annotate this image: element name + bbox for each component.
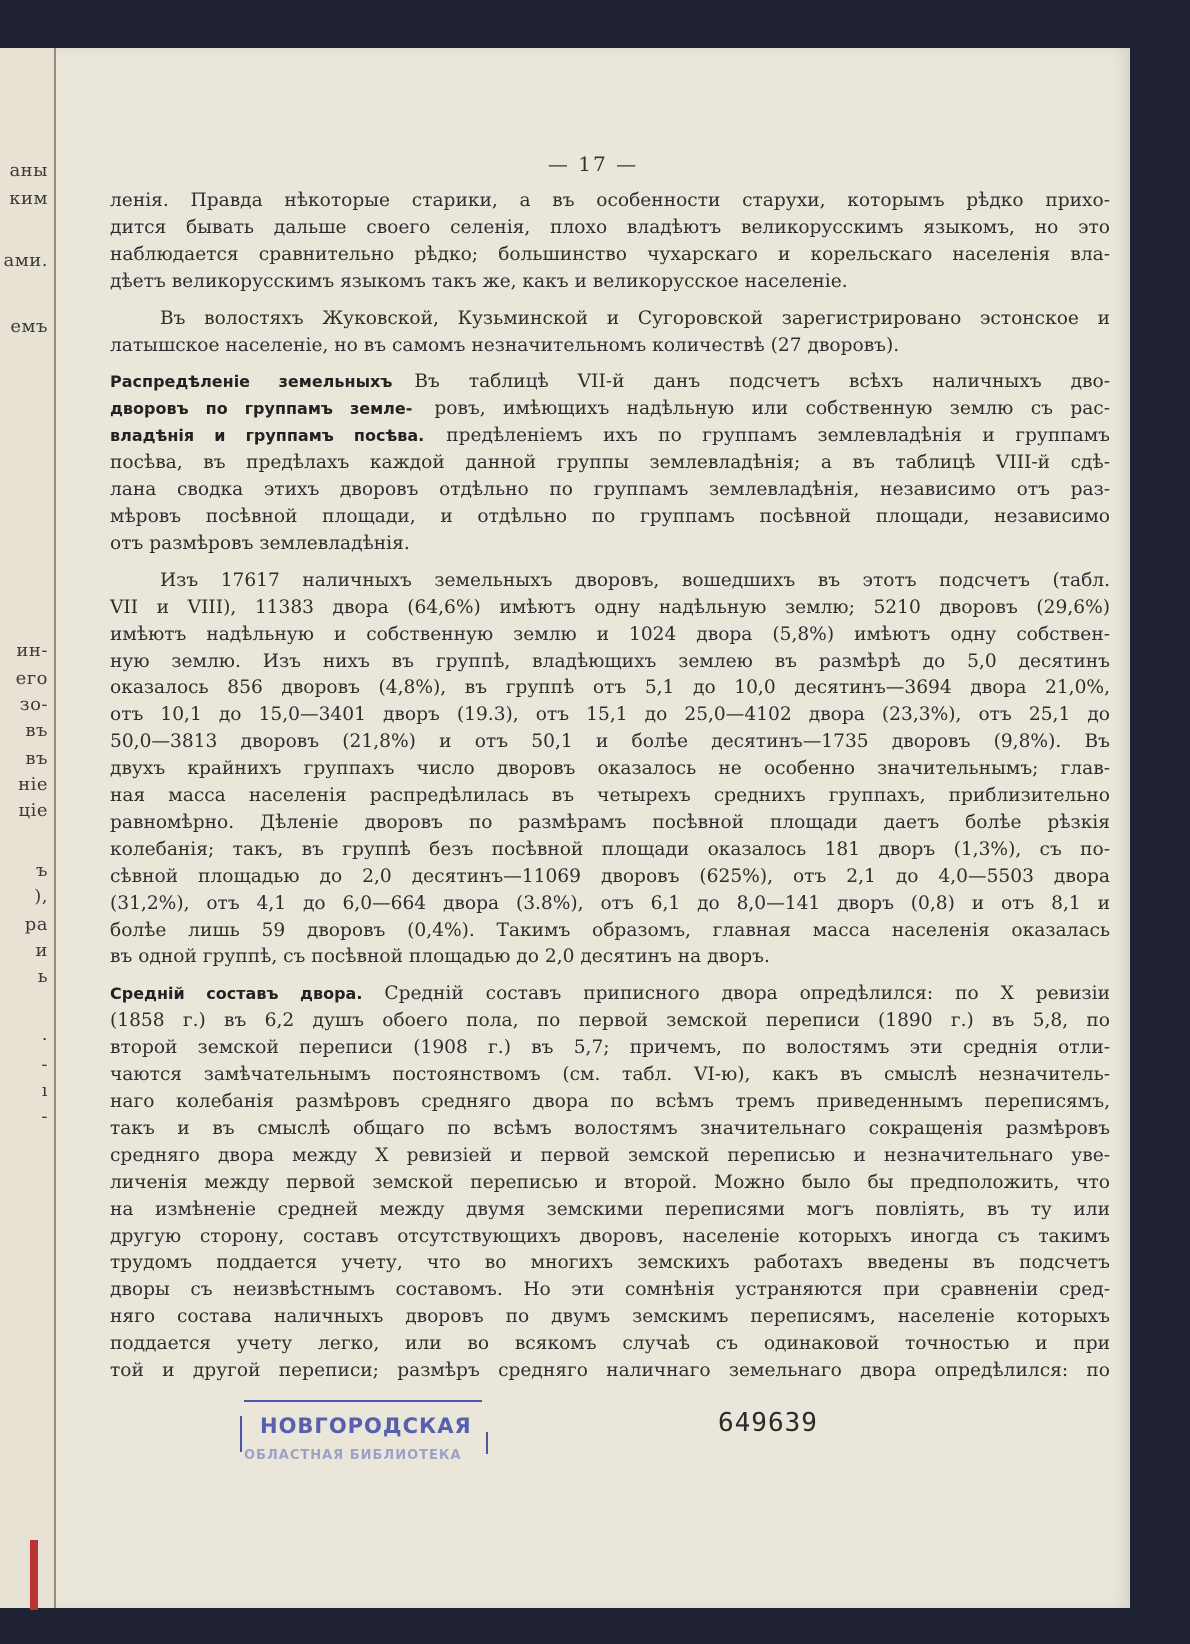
book-page <box>56 48 1130 1608</box>
spine-ribbon <box>30 1540 38 1610</box>
text-line: той и другой переписи; размѣръ средняго наличнаго земельнаго двора опредѣлился: по <box>110 1360 1110 1382</box>
previous-page-fragment: ъ <box>36 860 48 881</box>
text-line: (1858 г.) въ 6,2 душъ обоего пола, по первой земской переписи (1890 г.) въ 5,8, по <box>110 1010 1110 1032</box>
previous-page-fragment: ı <box>41 1080 48 1101</box>
text-line: латышское населеніе, но въ самомъ незначительномъ количествѣ (27 дворовъ). <box>110 334 900 356</box>
previous-page-fragment: ), <box>34 886 48 907</box>
text-line <box>110 981 1110 1008</box>
text-line: поддается учету легко, или во всякомъ случаѣ съ одинаковой точностью и при <box>110 1333 1110 1355</box>
text-line: равномѣрно. Дѣленіе дворовъ по размѣрамъ посѣвной площади даетъ болѣе рѣзкія <box>110 811 1110 833</box>
page-number: — 17 — <box>547 152 639 176</box>
text-line: средняго двора между X ревизіей и первой земской переписью и незначительнаго уве- <box>110 1144 1110 1166</box>
text-line: Средній составъ приписного двора опредѣлился: по X ревизіи <box>384 983 1110 1005</box>
text-line: мѣровъ посѣвной площади, и отдѣльно по группамъ посѣвной площади, независимо <box>110 505 1110 527</box>
text-line: дится бывать дальше своего селенія, плохо владѣютъ великорусскимъ языкомъ, но это <box>110 216 1110 238</box>
text-line: ная масса населенія распредѣлилась въ четырехъ среднихъ группахъ, приблизительно <box>110 785 1110 807</box>
stamp-line-1: НОВГОРОДСКАЯ <box>260 1414 472 1438</box>
inventory-number: 649639 <box>718 1408 818 1438</box>
text-line: наблюдается сравнительно рѣдко; большинство чухарскаго и корельскаго населенія вла- <box>110 243 1110 265</box>
section-heading-land-distribution: Распредѣленіе земельныхъ <box>110 372 393 392</box>
previous-page-fragment: его <box>15 668 48 689</box>
previous-page-fragment: и <box>35 940 48 961</box>
text-line: чаются замѣчательнымъ постоянствомъ (см. табл. VI-ю), какъ въ смыслѣ незначитель- <box>110 1064 1110 1086</box>
text-line: наго колебанія размѣровъ средняго двора по всѣмъ тремъ приведеннымъ переписямъ, <box>110 1091 1110 1112</box>
page-body <box>110 188 1110 1385</box>
text-line: Изъ 17617 наличныхъ земельныхъ дворовъ, вошедшихъ въ этотъ подсчетъ (табл. <box>160 569 1110 591</box>
previous-page-fragment: ь <box>37 966 48 987</box>
section-heading-land-distribution: владѣнія и группамъ посѣва. <box>110 426 425 446</box>
section-heading-land-distribution: дворовъ по группамъ земле- <box>110 399 413 419</box>
text-line: сѣвной площадью до 2,0 десятинъ—11069 дворовъ (625%), отъ 2,1 до 4,0—5503 двора <box>110 865 1110 887</box>
library-stamp <box>244 1400 482 1480</box>
previous-page-fragment: . <box>41 1024 48 1045</box>
text-line: въ одной группѣ, съ посѣвной площадью до 2,0 десятинъ на дворъ. <box>110 946 770 968</box>
text-line: личенія между первой земской переписью и второй. Можно было бы предположить, что <box>110 1171 1110 1193</box>
text-line: предѣленіемъ ихъ по группамъ землевладѣнія и группамъ <box>446 425 1110 447</box>
section-heading-household-size: Средній составъ двора. <box>110 984 363 1004</box>
text-line: трудомъ поддается учету, что во многихъ земскихъ работахъ введены въ подсчетъ <box>110 1252 1110 1274</box>
text-line: VII и VIII), 11383 двора (64,6%) имѣютъ одну надѣльную землю; 5210 дворовъ (29,6%) <box>110 596 1110 618</box>
previous-page-fragment: ніе <box>18 774 48 795</box>
text-line: посѣва, въ предѣлахъ каждой данной группы землевладѣнія; а въ таблицѣ VIII-й сдѣ- <box>110 452 1110 474</box>
text-line <box>110 369 1110 396</box>
text-line: няго состава наличныхъ дворовъ по двумъ земскимъ переписямъ, населеніе которыхъ <box>110 1306 1110 1328</box>
text-line: дворы съ неизвѣстнымъ составомъ. Но эти сомнѣнія устраняются при сравненіи сред- <box>110 1279 1110 1301</box>
previous-page-fragment: ин- <box>16 640 48 661</box>
previous-page-fragment: - <box>41 1054 48 1075</box>
paragraph-1 <box>110 188 1110 296</box>
previous-page-fragment: въ <box>25 720 48 741</box>
text-line: дѣетъ великорусскимъ языкомъ такъ же, какъ и великорусское населеніе. <box>110 270 848 292</box>
paragraph-3 <box>110 369 1110 557</box>
text-line: колебанія; такъ, въ группѣ безъ посѣвной площади оказалось 181 дворъ (1,3%), съ по- <box>110 838 1110 860</box>
text-line: (31,2%), отъ 4,1 до 6,0—664 двора (3.8%), отъ 6,1 до 8,0—141 дворъ (0,8) и отъ 8,1 и <box>110 892 1110 914</box>
text-line: имѣютъ надѣльную и собственную землю и 1024 двора (5,8%) имѣютъ одну собствен- <box>110 623 1110 645</box>
stamp-line-2: ОБЛАСТНАЯ БИБЛИОТЕКА <box>244 1448 462 1463</box>
previous-page-fragment: зо- <box>19 694 48 715</box>
text-line: ную землю. Изъ нихъ въ группѣ, владѣющихъ землею въ размѣрѣ до 5,0 десятинъ <box>110 650 1110 672</box>
text-line: лана сводка этихъ дворовъ отдѣльно по группамъ землевладѣнія, независимо отъ раз- <box>110 479 1110 501</box>
previous-page-fragment: ким <box>9 188 48 209</box>
paragraph-5 <box>110 981 1110 1385</box>
previous-page-fragment: аны <box>9 160 48 181</box>
text-line: Въ таблицѣ VII-й данъ подсчетъ всѣхъ наличныхъ дво- <box>414 371 1110 393</box>
text-line: Въ волостяхъ Жуковской, Кузьминской и Сугоровской зарегистрировано эстонское и <box>160 307 1110 329</box>
text-line: двухъ крайнихъ группахъ число дворовъ оказалось не особенно значительнымъ; глав- <box>110 758 1110 780</box>
paragraph-4 <box>110 568 1110 972</box>
previous-page-fragment: ра <box>24 914 48 935</box>
text-line: отъ размѣровъ землевладѣнія. <box>110 532 410 554</box>
text-line: на измѣненіе средней между двумя земскими переписями могъ повліять, въ ту или <box>110 1198 1110 1220</box>
paragraph-2 <box>110 306 1110 360</box>
text-line: такъ и въ смыслѣ общаго по всѣмъ волостямъ значительнаго сокращенія размѣровъ <box>110 1117 1110 1139</box>
previous-page-fragment: ами. <box>3 250 48 271</box>
text-line: 50,0—3813 дворовъ (21,8%) и отъ 50,1 и болѣе десятинъ—1735 дворовъ (9,8%). Въ <box>110 731 1110 753</box>
text-line: другую сторону, составъ отсутствующихъ дворовъ, населеніе которыхъ иногда съ такимъ <box>110 1225 1110 1247</box>
text-line: отъ 10,1 до 15,0—3401 дворъ (19.3), отъ 15,1 до 25,0—4102 двора (23,3%), отъ 25,1 до <box>110 704 1110 726</box>
text-line: ровъ, имѣющихъ надѣльную или собственную землю съ рас- <box>434 398 1110 420</box>
previous-page-fragment: ціе <box>18 800 48 821</box>
text-line: ленія. Правда нѣкоторые старики, а въ особенности старухи, которымъ рѣдко прихо- <box>110 190 1110 211</box>
previous-page-fragment: въ <box>25 748 48 769</box>
text-line <box>110 396 1110 423</box>
previous-page-edge <box>0 48 56 1608</box>
text-line: второй земской переписи (1908 г.) въ 5,7; причемъ, по волостямъ эти среднія отли- <box>110 1037 1110 1059</box>
text-line: болѣе лишь 59 дворовъ (0,4%). Такимъ образомъ, главная масса населенія оказалась <box>110 919 1110 941</box>
text-line <box>110 423 1110 450</box>
text-line: оказалось 856 дворовъ (4,8%), въ группѣ отъ 5,1 до 10,0 десятинъ—3694 двора 21,0%, <box>110 677 1110 699</box>
previous-page-fragment: - <box>41 1106 48 1127</box>
previous-page-fragment: емъ <box>10 316 48 337</box>
